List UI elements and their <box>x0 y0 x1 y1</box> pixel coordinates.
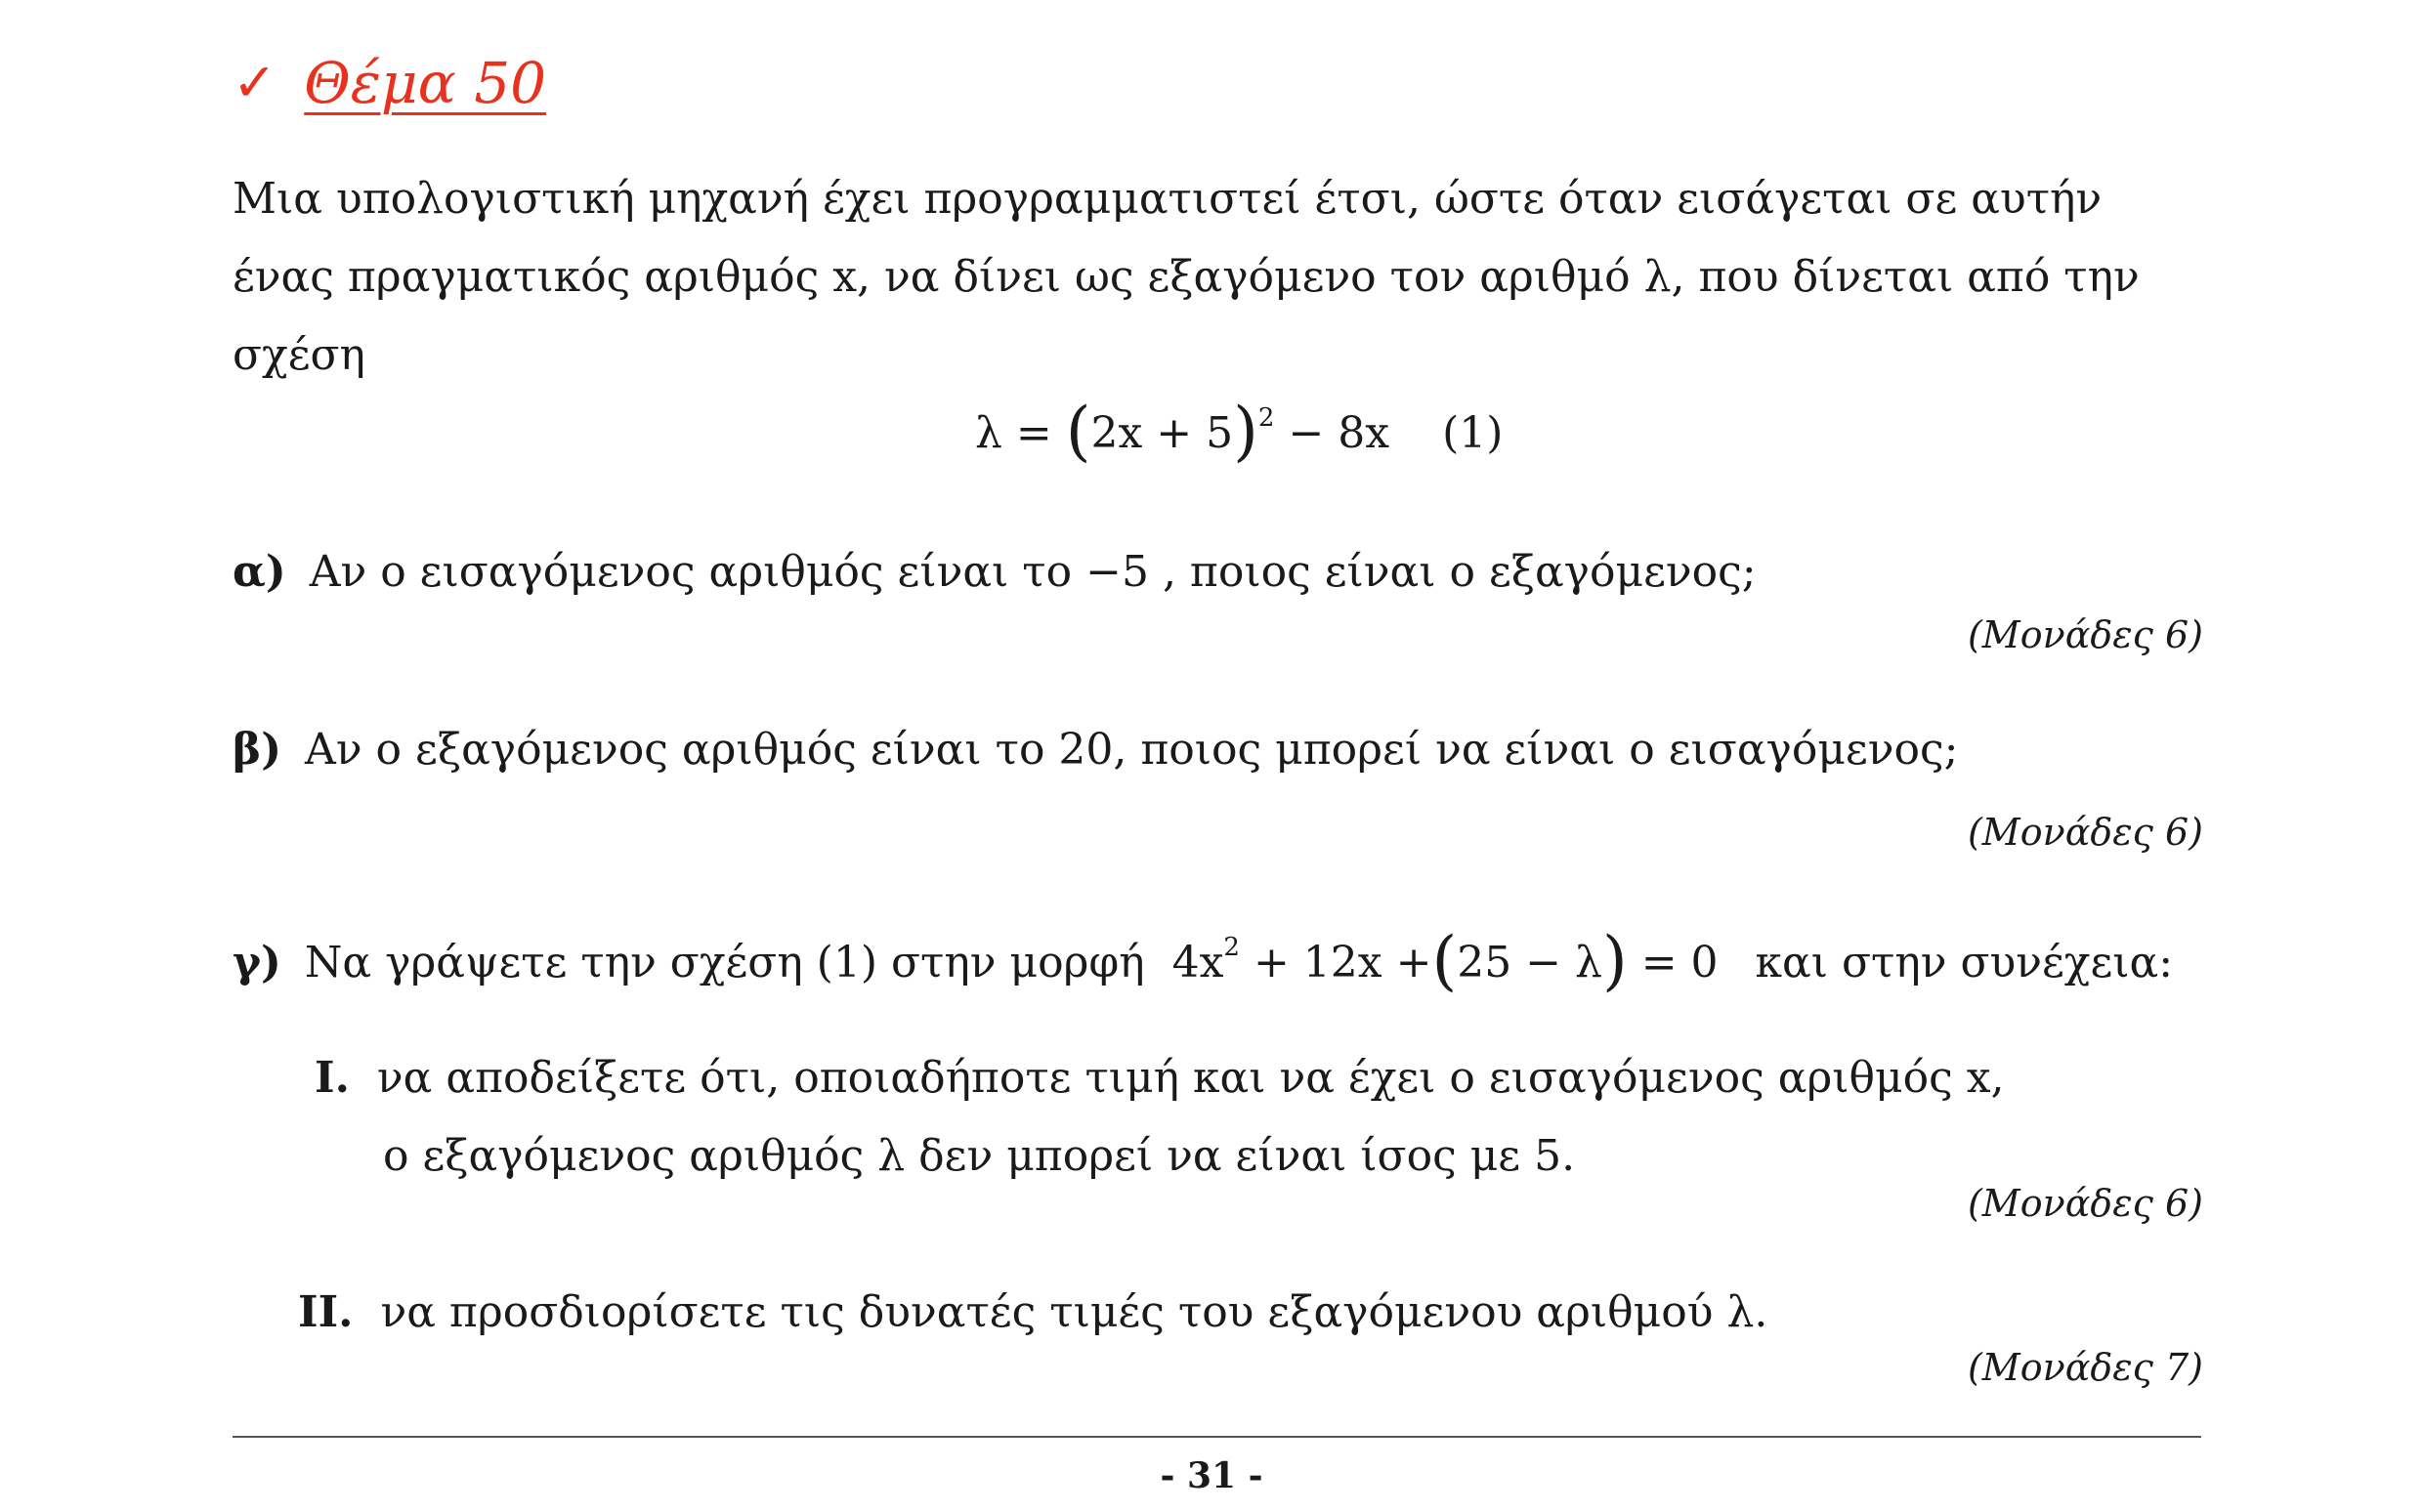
checkmark-icon: ✓ <box>233 52 277 113</box>
question-c-eq-c: = 0 <box>1640 938 1719 987</box>
intro-line-1: Μια υπολογιστική μηχανή έχει προγραμματιστεί έτσι, ώστε όταν εισάγεται σε αυτήν <box>233 174 2103 224</box>
intro-line-3: σχέση <box>233 330 365 380</box>
equation-1 <box>975 394 1504 469</box>
equation-lhs: λ = <box>975 408 1052 458</box>
question-a-marks: (Μονάδες 6) <box>1967 613 2203 656</box>
equation-rest: − 8x <box>1288 408 1390 458</box>
question-c-eq-inner: 25 − λ <box>1457 938 1602 987</box>
section-title <box>233 39 546 127</box>
subquestion-2 <box>298 1287 1767 1337</box>
subquestion-2-marks: (Μονάδες 7) <box>1967 1346 2203 1389</box>
intro-line-2: ένας πραγματικός αριθμός x, να δίνει ως εξαγόμενο τον αριθμό λ, που δίνεται από την <box>233 252 2140 302</box>
question-b-text: Αν ο εξαγόμενος αριθμός είναι το 20, ποιος μπορεί να είναι ο εισαγόμενος; <box>305 725 1959 775</box>
question-c-equation <box>1171 923 1732 998</box>
question-b-marks: (Μονάδες 6) <box>1967 811 2203 854</box>
page-number: - 31 - <box>1160 1455 1263 1496</box>
subquestion-1 <box>315 1053 2005 1103</box>
question-a-text: Αν ο εισαγόμενος αριθμός είναι το −5 , ποιος είναι ο εξαγόμενος; <box>309 547 1757 597</box>
equation-close-paren: ) <box>1233 394 1258 469</box>
footer-divider <box>233 1436 2201 1438</box>
question-c-eq-close-paren: ) <box>1601 923 1628 998</box>
question-c <box>233 923 2174 998</box>
section-title-text: Θέμα 50 <box>304 50 547 116</box>
subquestion-1-line-2: ο εξαγόμενος αριθμός λ δεν μπορεί να είναι ίσος με 5. <box>383 1131 1576 1181</box>
question-c-label: γ) <box>233 938 281 987</box>
question-a-label: α) <box>233 547 286 597</box>
equation-exponent: 2 <box>1257 403 1275 433</box>
equation-inner: 2x + 5 <box>1090 408 1234 458</box>
equation-tag: (1) <box>1442 408 1504 458</box>
question-c-text-after: και στην συνέχεια: <box>1755 938 2174 987</box>
question-b <box>233 725 1958 775</box>
question-c-eq-exponent: 2 <box>1223 933 1240 962</box>
question-c-eq-open-paren: ( <box>1431 923 1458 998</box>
question-a <box>233 547 1757 597</box>
question-b-label: β) <box>233 725 282 775</box>
subquestion-1-line-1: να αποδείξετε ότι, οποιαδήποτε τιμή και να έχει ο εισαγόμενος αριθμός x, <box>376 1053 2005 1103</box>
subquestion-2-label: II. <box>298 1287 354 1337</box>
question-c-text-before: Να γράψετε την σχέση (1) στην μορφή <box>304 938 1145 987</box>
subquestion-1-marks: (Μονάδες 6) <box>1967 1182 2203 1225</box>
question-c-eq-b: + 12x + <box>1253 938 1432 987</box>
subquestion-2-line-1: να προσδιορίσετε τις δυνατές τιμές του εξαγόμενου αριθμού λ. <box>380 1287 1768 1337</box>
subquestion-1-label: I. <box>315 1053 350 1103</box>
equation-open-paren: ( <box>1065 394 1091 469</box>
question-c-eq-a: 4x <box>1171 938 1224 987</box>
